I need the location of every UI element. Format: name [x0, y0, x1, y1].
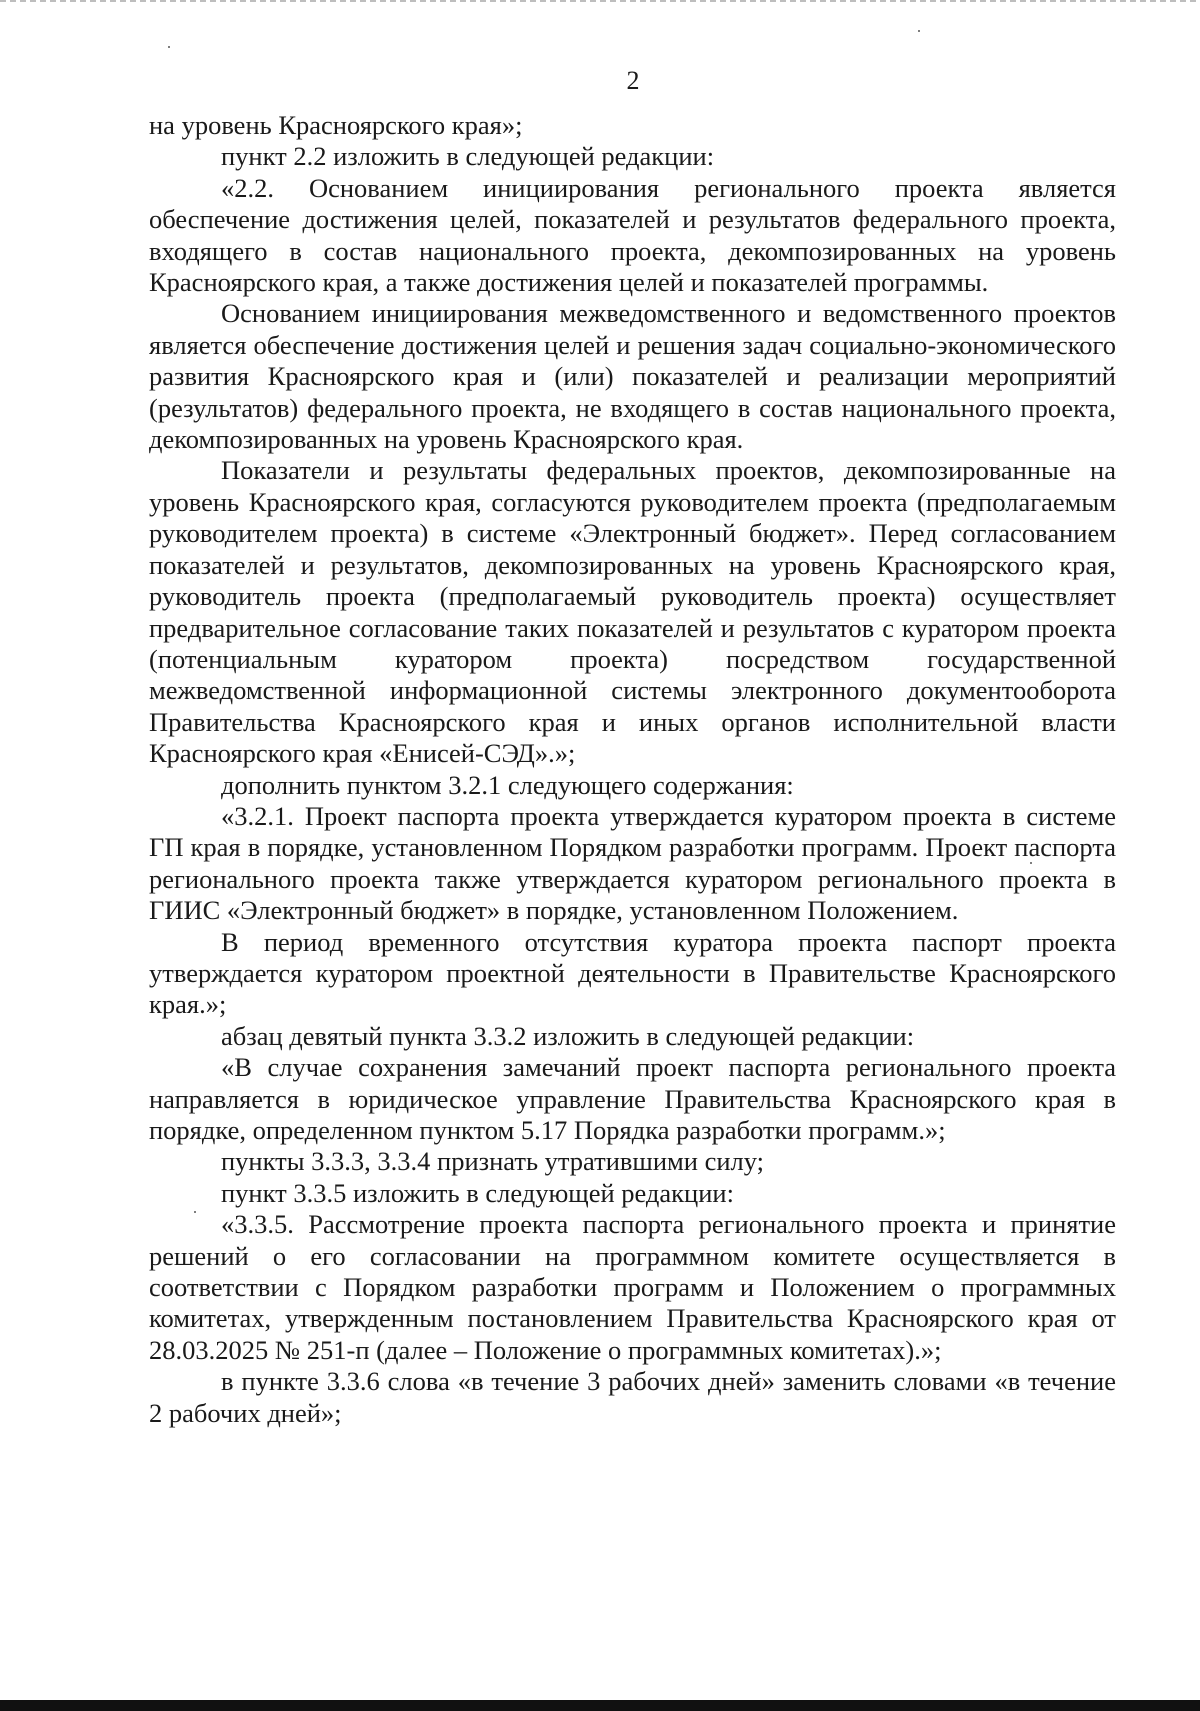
paragraph: дополнить пунктом 3.2.1 следующего содержания: — [221, 769, 794, 800]
paragraph: «3.3.5. Рассмотрение проекта паспорта регионального проекта и принятие решений о его согласовании на программном комитете осуществляется в соответствии с Порядком разработки программ и Положением о программных комитетах, утвержденным постановлением Правительства Красноярского края от 28.03.2025 № 251-п (далее – Положение о программных комитетах).»; — [149, 1209, 1116, 1365]
paragraph: «3.2.1. Проект паспорта проекта утверждается куратором проекта в системе ГП края в порядке, установленном Порядком разработки программ. Проект паспорта регионального проекта также утверждается куратором регионального проекта в ГИИС «Электронный бюджет» в порядке, установленном Положением. — [149, 800, 1116, 926]
scan-speck — [168, 46, 170, 48]
paragraph: «2.2. Основанием инициирования регионального проекта является обеспечение достижения целей, показателей и результатов федерального проекта, входящего в состав национального проекта, декомпозированных на уровень Красноярского края, а также достижения целей и показателей программы. — [149, 172, 1116, 298]
page-number: 2 — [626, 66, 640, 95]
paragraph: на уровень Красноярского края»; — [149, 110, 523, 140]
scan-top-edge — [0, 0, 1200, 2]
paragraph: «В случае сохранения замечаний проект паспорта регионального проекта направляется в юридическое управление Правительства Красноярского края в порядке, определенном пунктом 5.17 Порядка разработки программ.»; — [149, 1052, 1116, 1145]
paragraph: Показатели и результаты федеральных проектов, декомпозированные на уровень Красноярского края, согласуются руководителем проекта (предполагаемым руководителем проекта) в системе «Электронный бюджет». Перед согласованием показателей и результатов, декомпозированных на уровень Красноярского края, руководитель проекта (предполагаемый руководитель проекта) осуществляет предварительное согласование таких показателей и результатов с куратором проекта (потенциальным куратором проекта) посредством государственной межведомственной информационной системы электронного документооборота Правительства Красноярского края и иных органов исполнительной власти Красноярского края «Енисей-СЭД».»; — [149, 455, 1116, 769]
paragraph: В период временного отсутствия куратора проекта паспорт проекта утверждается куратором проектной деятельности в Правительстве Красноярского края.»; — [149, 926, 1116, 1020]
scan-speck — [918, 30, 920, 32]
paragraph: пункт 2.2 изложить в следующей редакции: — [221, 141, 715, 172]
paragraph: пункт 3.3.5 изложить в следующей редакции: — [221, 1177, 734, 1208]
scan-bottom-edge — [0, 1700, 1200, 1711]
paragraph: в пункте 3.3.6 слова «в течение 3 рабочих дней» заменить словами «в течение 2 рабочих дней»; — [149, 1366, 1116, 1428]
paragraph: Основанием инициирования межведомственного и ведомственного проектов является обеспечение достижения целей и решения задач социально-экономического развития Красноярского края и (или) показателей и реализации мероприятий (результатов) федерального проекта, не входящего в состав национального проекта, декомпозированных на уровень Красноярского края. — [149, 298, 1116, 455]
document-body — [149, 110, 1116, 1429]
paragraph: пункты 3.3.3, 3.3.4 признать утратившими силу; — [221, 1146, 765, 1177]
paragraph: абзац девятый пункта 3.3.2 изложить в следующей редакции: — [221, 1020, 915, 1051]
